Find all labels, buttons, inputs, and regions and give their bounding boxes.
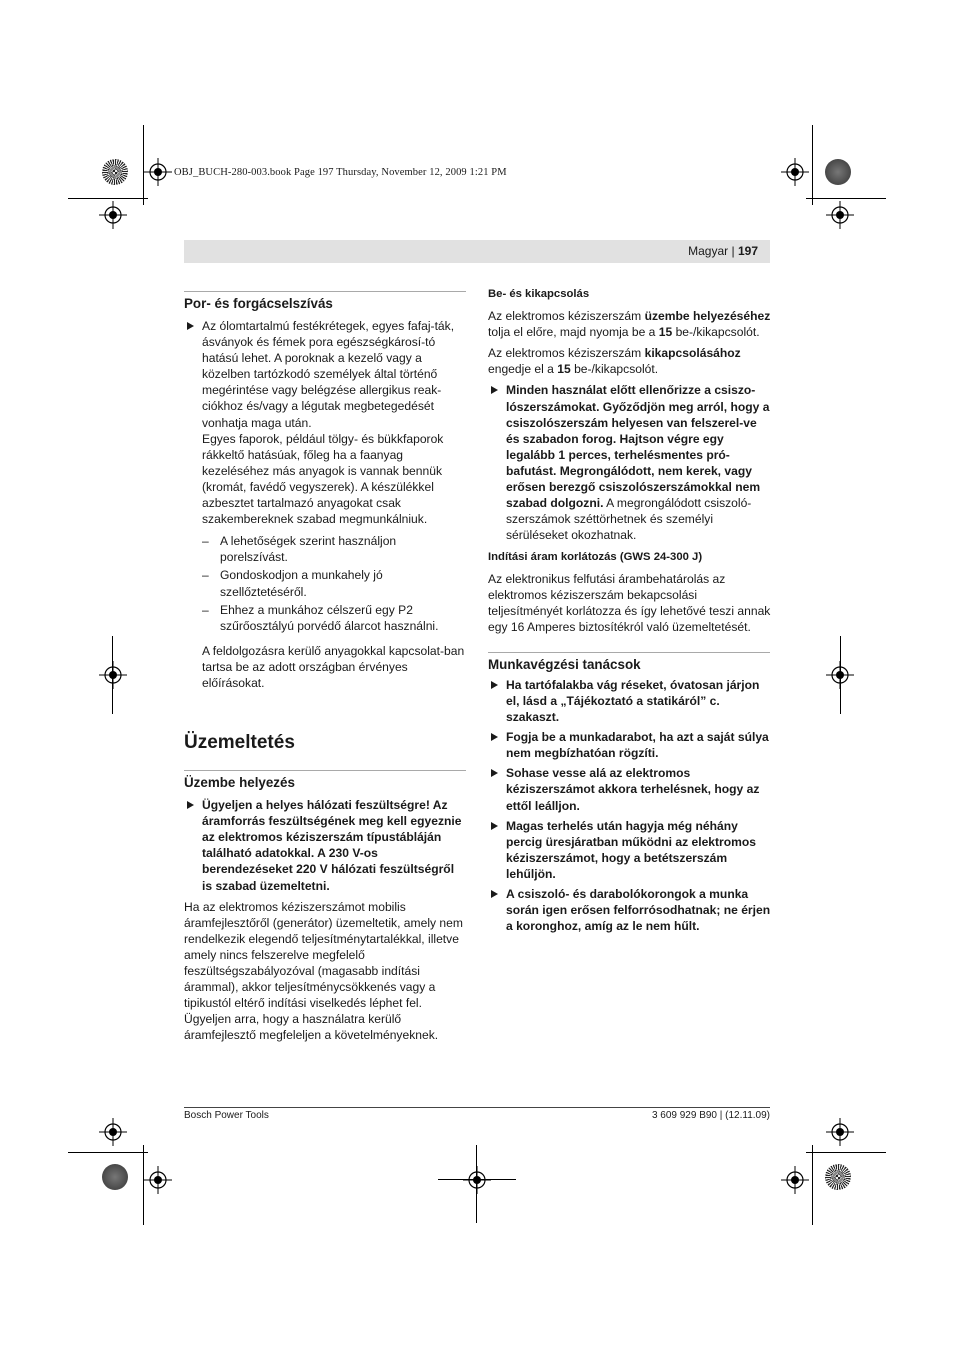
registration-mark: [144, 1166, 172, 1194]
registration-mark: [781, 158, 809, 186]
page-number: 197: [737, 244, 758, 258]
footer-rule: [184, 1107, 770, 1108]
crop-mark: [112, 636, 113, 714]
generator-note: Ügyeljen arra, hogy a használatra kerülő áramfejlesztő megfeleljen a követelményeknek.: [184, 1012, 439, 1043]
closing-paragraph: A feldolgozásra kerülő anyagokkal kapcsolat-ban tartsa be az adott országban érvényes előírásokat.: [202, 643, 465, 690]
print-info-line: OBJ_BUCH-280-003.book Page 197 Thursday, November 12, 2009 1:21 PM: [174, 167, 507, 178]
chapter-title: Üzemeltetés: [184, 732, 295, 754]
right-column: [488, 286, 772, 934]
crop-mark: [438, 1179, 516, 1180]
bullet-triangle-icon: [491, 386, 498, 394]
registration-mark: [826, 201, 854, 229]
startup-current-paragraph: Az elektronikus felfutási árambehatárolás az elektromos kéziszerszám bekapcsolási teljesítményét korlátozza és így lehetővé teszi annak egy 16 Amperes biztosítékról való üzemeltetését.: [488, 571, 771, 634]
header-separator: |: [731, 244, 735, 258]
on-off-paragraph-2: [488, 345, 772, 377]
footer-left: Bosch Power Tools: [184, 1110, 269, 1121]
tip-text: Ha tartófalakba vág réseket, óvatosan járjon el, lásd a „Tájékoztató a statikáról” c. szakaszt.: [506, 677, 760, 725]
crop-mark: [476, 1145, 477, 1223]
text: be-/kikapcsolót.: [672, 325, 760, 340]
text: tolja el előre, majd nyomja be a: [488, 325, 659, 340]
dash-mark: –: [202, 568, 209, 583]
tip-item: [488, 729, 772, 761]
left-column: [184, 291, 466, 1043]
registration-mark: [99, 201, 127, 229]
generator-paragraph: Ha az elektromos kéziszerszámot mobilis áramfejlesztőről (generátor) üzemeltetik, amely nem rendelkezik elegendő teljesítménytartalékkal, illetve amely nincs felszerelve megfelelő feszültségszabályozóval (magasabb indítási árammal), akkor teljesítménycsökkenés vagy a tipikustól eltérő indítási viselkedés léphet fel.: [184, 899, 463, 1011]
bullet-triangle-icon: [491, 822, 498, 830]
tip-item: [488, 765, 772, 813]
dash-item: [184, 567, 466, 599]
tip-text: A csiszoló- és darabolókorongok a munka során igen erősen felforrósodhatnak; ne érjen a koronghoz, amíg az le nem hűlt.: [506, 887, 771, 934]
bullet-triangle-icon: [491, 681, 498, 689]
crop-mark: [812, 125, 813, 205]
text: Az elektromos kéziszerszám: [488, 309, 645, 324]
tip-text: Sohase vesse alá az elektromos kéziszerszámot akkora terhelésnek, hogy az ettől leálljon.: [506, 766, 760, 813]
color-wheel-mark: [102, 159, 128, 185]
dash-item: [184, 602, 466, 634]
crop-mark: [806, 198, 886, 199]
dash-text: Ehhez a munkához célszerű egy P2 szűrőosztályú porvédő álarcot használni.: [220, 602, 439, 633]
tip-item: [488, 818, 772, 882]
dash-item: [184, 533, 466, 565]
bullet-text: A megrongálódott csiszoló-szerszámok széttörhetnek és személyi sérüléseket okozhatnak.: [506, 496, 752, 543]
header-text: [688, 244, 758, 258]
gray-disc-mark: [102, 1164, 128, 1190]
subsection-title-startup-current: Indítási áram korlátozás (GWS 24-300 J): [488, 551, 703, 564]
dust-paragraph: Egyes faporok, például tölgy- és bükkfaporok rákkeltő hatásúak, főleg ha a faanyag kezeléséhez más anyagok is vannak bennük (kromát, favédő vegyszerek). A készülékkel azbesztet tartalmazó anyagokat csak szakembereknek szabad megmunkálniuk.: [202, 431, 444, 527]
registration-mark: [781, 1166, 809, 1194]
crop-mark: [68, 198, 148, 199]
subsection-title-on-off: Be- és kikapcsolás: [488, 288, 590, 300]
bullet-text: Az ólomtartalmú festékrétegek, egyes fafaj-ták, ásványok és fémek pora egészségkárosí-tó hatású lehet. A poroknak a kezelő vagy a közelben tartózkodó személyek által történő megérintése vagy belégzése allergikus reak-ciókhoz és/vagy a légutak megbetegedését vonhatja maga után.: [202, 319, 455, 430]
bullet-text-bold: Minden használat előtt ellenőrizze a csiszo-lószerszámokat. Győződjön meg arról, hogy a csiszolószerszám helyesen van felszerel-ve és szabadon forog. Hajtson végre egy legalább 1 perces, terhelésmentes pró-bafutást. Megrongálódott, nem kerek, vagy erősen berezgő csiszolószerszámokkal nem szabad dolgozni.: [506, 383, 770, 511]
text-bold: kikapcsolásához: [644, 346, 741, 361]
bullet-item: [488, 382, 772, 543]
text: engedje el a: [488, 362, 558, 377]
on-off-paragraph-1: [488, 308, 772, 340]
text-bold: üzembe helyezéséhez: [644, 309, 771, 324]
dash-mark: –: [202, 534, 209, 549]
part-number: 15: [658, 325, 673, 340]
bullet-item: [184, 318, 466, 431]
footer-right: 3 609 929 B90 | (12.11.09): [651, 1110, 770, 1121]
bullet-text: Ügyeljen a helyes hálózati feszültségre! Az áramforrás feszültségének meg kell egyeznie az elektromos kéziszerszám típustábláján található adatokkal. A 230 V-os berendezéseket 220 V hálózati feszültségről is szabad üzemeltetni.: [202, 798, 462, 893]
page-header: [184, 240, 770, 263]
dash-mark: –: [202, 602, 209, 617]
bullet-triangle-icon: [187, 801, 194, 809]
registration-mark: [826, 1118, 854, 1146]
tip-text: Magas terhelés után hagyja még néhány percig üresjáratban működni az elektromos kéziszerszámot, hogy a betétszerszám lehűljön.: [506, 818, 757, 881]
color-wheel-mark: [825, 1164, 851, 1190]
registration-mark: [144, 158, 172, 186]
section-title-startup: Üzembe helyezés: [184, 770, 466, 791]
section-title-dust-extraction: Por- és forgácselszívás: [184, 291, 466, 312]
header-language: Magyar: [688, 244, 729, 258]
tip-item: [488, 886, 772, 934]
registration-mark: [463, 1166, 491, 1194]
bullet-item: [184, 797, 466, 894]
tip-item: [488, 677, 772, 725]
bullet-triangle-icon: [491, 890, 498, 898]
text: be-/kikapcsolót.: [570, 362, 659, 377]
registration-mark: [99, 1118, 127, 1146]
dash-text: A lehetőségek szerint használjon porelszívást.: [220, 534, 397, 565]
bullet-triangle-icon: [491, 769, 498, 777]
bullet-triangle-icon: [491, 733, 498, 741]
text: Az elektromos kéziszerszám: [488, 346, 645, 361]
crop-mark: [806, 1152, 886, 1153]
part-number: 15: [557, 362, 571, 377]
gray-disc-mark: [825, 159, 851, 185]
registration-mark: [99, 661, 127, 689]
crop-mark: [840, 636, 841, 714]
tip-text: Fogja be a munkadarabot, ha azt a saját súlya nem megbízhatóan rögzíti.: [506, 730, 769, 761]
section-title-working-advice: Munkavégzési tanácsok: [488, 652, 770, 673]
crop-mark: [812, 1145, 813, 1225]
crop-mark: [68, 1152, 148, 1153]
bullet-triangle-icon: [187, 322, 194, 330]
dash-text: Gondoskodjon a munkahely jó szellőztetéséről.: [220, 568, 383, 599]
